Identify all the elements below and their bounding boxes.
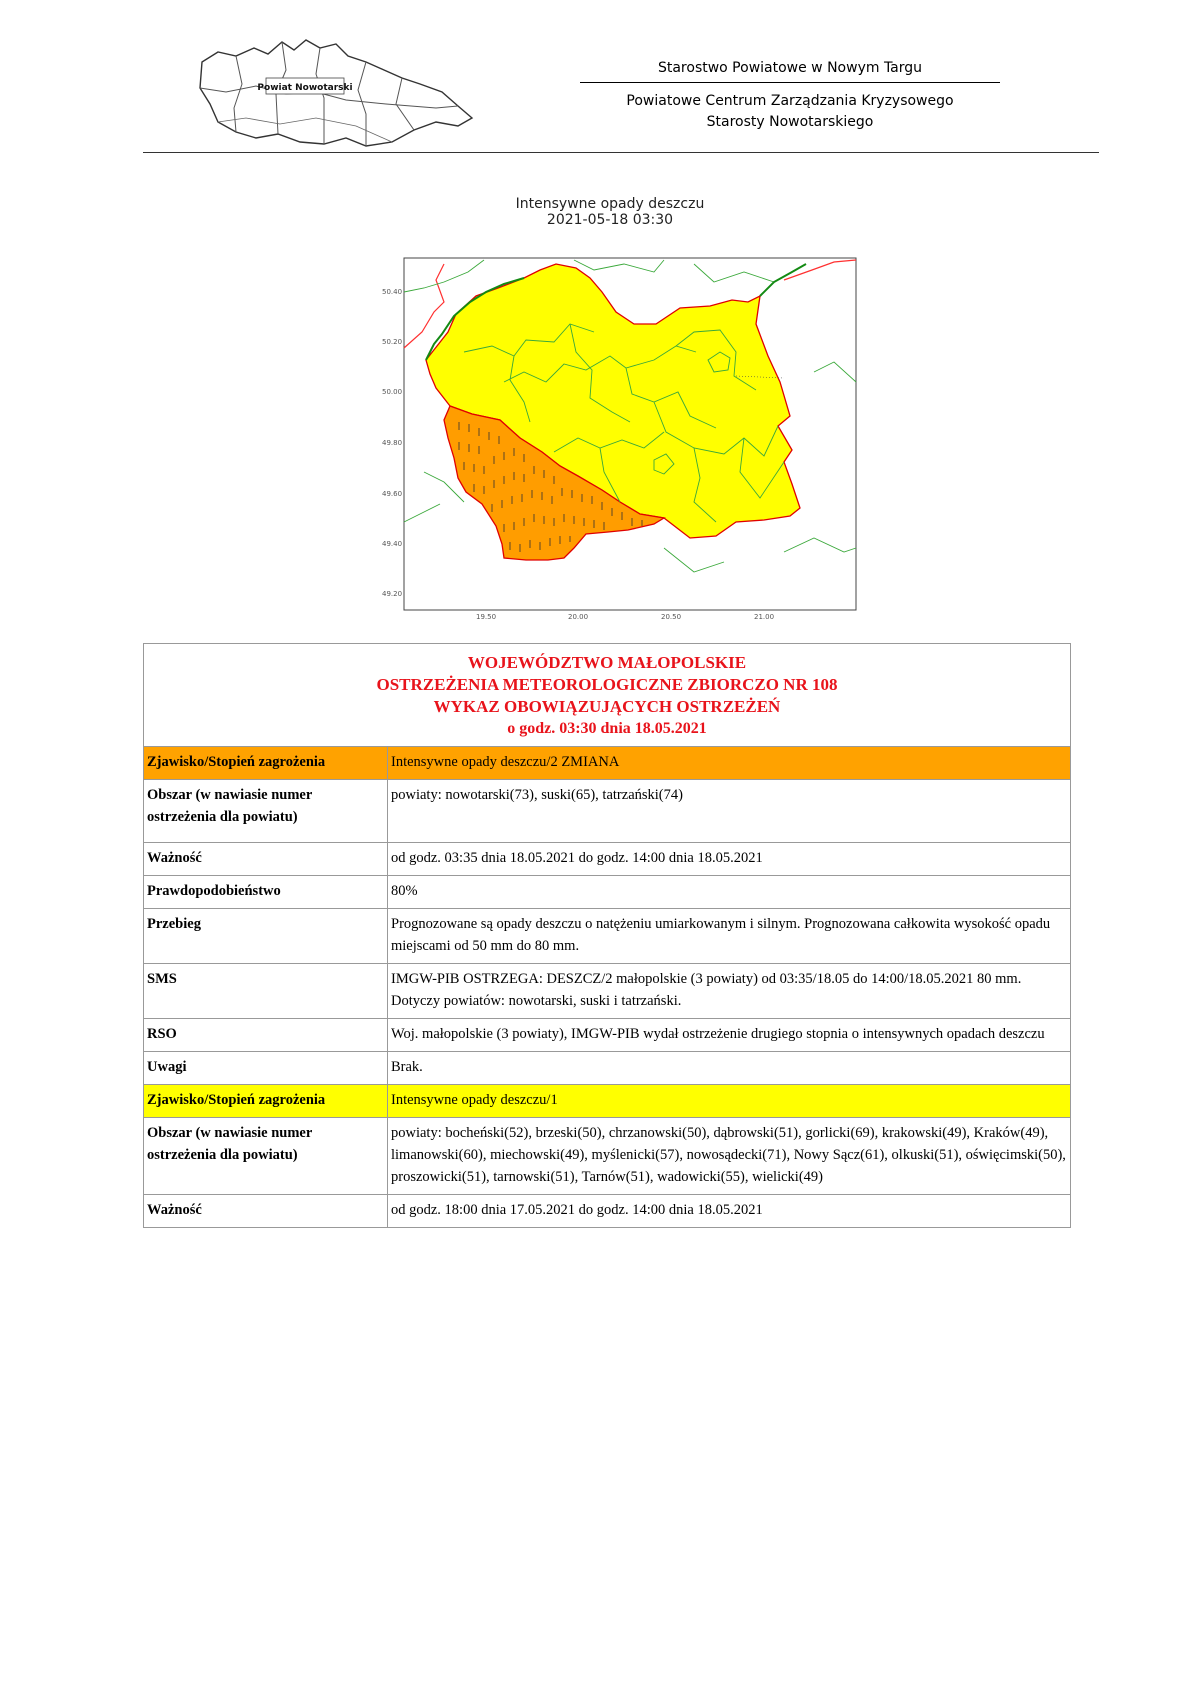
org-department — [580, 91, 1000, 133]
row-value: powiaty: nowotarski(73), suski(65), tatrzański(74) — [388, 780, 1071, 843]
row-label: Zjawisko/Stopień zagrożenia — [144, 747, 388, 780]
logo-label: Powiat Nowotarski — [257, 83, 353, 93]
map-timestamp: 2021-05-18 03:30 — [546, 212, 674, 228]
map-title-text: Intensywne opady deszczu — [515, 196, 705, 212]
table-title — [144, 644, 1071, 747]
y-tick-label: 49.80 — [382, 439, 403, 447]
table-row — [144, 1052, 1071, 1085]
row-value: Prognozowane są opady deszczu o natężeniu umiarkowanym i silnym. Prognozowana całkowita wysokość opadu miejscami od 50 mm do 80 mm. — [388, 909, 1071, 964]
row-label-line: Obszar (w nawiasie numer — [147, 787, 313, 803]
table-row — [144, 1195, 1071, 1228]
org-name: Starostwo Powiatowe w Nowym Targu — [580, 60, 1000, 83]
y-tick-label: 50.00 — [382, 388, 403, 396]
row-label — [144, 780, 388, 843]
bulletin-title: OSTRZEŻENIA METEOROLOGICZNE ZBIORCZO NR 108 — [376, 675, 838, 694]
x-tick-label: 19.50 — [476, 613, 497, 621]
y-tick-label: 50.40 — [382, 288, 403, 296]
table-row — [144, 1085, 1071, 1118]
y-tick-label: 50.20 — [382, 338, 403, 346]
org-department-line1: Powiatowe Centrum Zarządzania Kryzysowego — [626, 93, 954, 109]
row-label-line: ostrzeżenia dla powiatu) — [147, 809, 298, 825]
map-title — [420, 196, 800, 228]
row-value: od godz. 18:00 dnia 17.05.2021 do godz. 14:00 dnia 18.05.2021 — [388, 1195, 1071, 1228]
row-label: Przebieg — [144, 909, 388, 964]
row-label-line: Obszar (w nawiasie numer — [147, 1125, 313, 1141]
warnings-table — [143, 643, 1071, 1228]
row-label: SMS — [144, 964, 388, 1019]
table-row — [144, 1019, 1071, 1052]
row-value: Intensywne opady deszczu/1 — [388, 1085, 1071, 1118]
table-row — [144, 780, 1071, 843]
row-value: Woj. małopolskie (3 powiaty), IMGW-PIB wydał ostrzeżenie drugiego stopnia o intensywnych opadach deszczu — [388, 1019, 1071, 1052]
table-row — [144, 876, 1071, 909]
issue-time: o godz. 03:30 dnia 18.05.2021 — [507, 720, 707, 737]
table-row — [144, 964, 1071, 1019]
table-row — [144, 747, 1071, 780]
row-label: RSO — [144, 1019, 388, 1052]
row-value: IMGW-PIB OSTRZEGA: DESZCZ/2 małopolskie (3 powiaty) od 03:35/18.05 do 14:00/18.05.2021 80 mm. Dotyczy powiatów: nowotarski, suski i tatrzański. — [388, 964, 1071, 1019]
x-tick-label: 21.00 — [754, 613, 775, 621]
table-row — [144, 843, 1071, 876]
organization-header — [580, 60, 1000, 133]
row-label: Ważność — [144, 1195, 388, 1228]
row-value: Intensywne opady deszczu/2 ZMIANA — [388, 747, 1071, 780]
region-title: WOJEWÓDZTWO MAŁOPOLSKIE — [467, 653, 747, 672]
y-tick-label: 49.20 — [382, 590, 403, 598]
row-value: od godz. 03:35 dnia 18.05.2021 do godz. 14:00 dnia 18.05.2021 — [388, 843, 1071, 876]
row-label: Uwagi — [144, 1052, 388, 1085]
row-label: Zjawisko/Stopień zagrożenia — [144, 1085, 388, 1118]
table-row — [144, 909, 1071, 964]
table-row — [144, 1118, 1071, 1195]
county-logo-map — [196, 34, 486, 154]
row-value: Brak. — [388, 1052, 1071, 1085]
list-title: WYKAZ OBOWIĄZUJĄCYCH OSTRZEŻEŃ — [433, 697, 781, 716]
row-label — [144, 1118, 388, 1195]
row-value: powiaty: bocheński(52), brzeski(50), chrzanowski(50), dąbrowski(51), gorlicki(69), krakowski(49), Kraków(49), limanowski(60), miechowski(49), myślenicki(57), nowosądecki(71), Nowy Sącz(61), olkuski(51), oświęcimski(50), proszowicki(51), tarnowski(51), Tarnów(51), wadowicki(55), wielicki(49) — [388, 1118, 1071, 1195]
row-label: Ważność — [144, 843, 388, 876]
x-tick-label: 20.00 — [568, 613, 589, 621]
warning-map — [364, 252, 864, 622]
y-tick-label: 49.40 — [382, 540, 403, 548]
row-label: Prawdopodobieństwo — [144, 876, 388, 909]
x-tick-label: 20.50 — [661, 613, 682, 621]
org-department-line2: Starosty Nowotarskiego — [706, 114, 874, 130]
row-label-line: ostrzeżenia dla powiatu) — [147, 1147, 298, 1163]
row-value: 80% — [388, 876, 1071, 909]
header-divider — [143, 152, 1099, 153]
y-tick-label: 49.60 — [382, 490, 403, 498]
